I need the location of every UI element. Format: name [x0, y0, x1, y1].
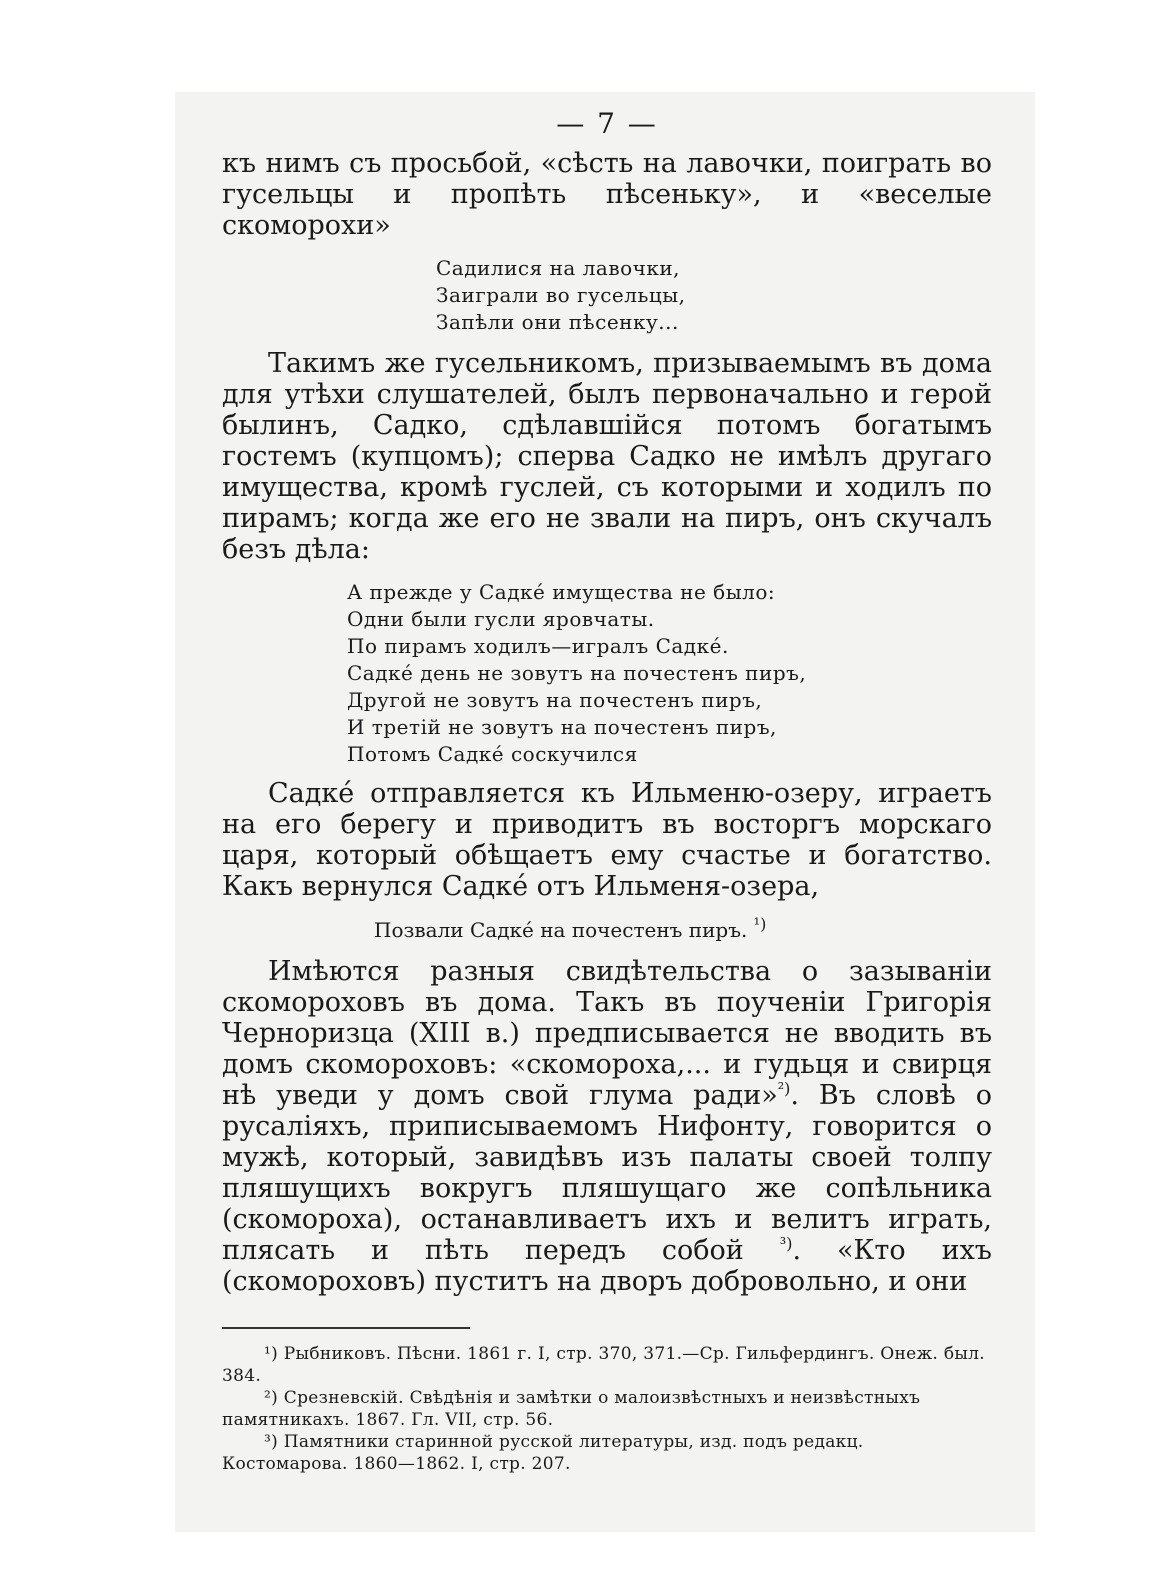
footnote-3	[222, 1431, 992, 1475]
footnote-mark: ²)	[264, 1388, 279, 1408]
verse-block-1	[436, 255, 992, 336]
footnote-mark: ³)	[264, 1432, 279, 1452]
paragraph-1: къ нимъ съ просьбой, «сѣсть на лавочки, поиграть во гусельцы и пропѣть пѣсеньку», и «веселые скоморохи»	[222, 148, 992, 241]
paragraph-2: Такимъ же гусельникомъ, призываемымъ въ дома для утѣхи слушателей, былъ первоначально и герой былинъ, Садко, сдѣлавшійся потомъ богатымъ гостемъ (купцомъ); сперва Садко не имѣлъ другаго имущества, кромѣ гуслей, съ которыми и ходилъ по пирамъ; когда же его не звали на пиръ, онъ скучалъ безъ дѣла:	[222, 348, 992, 565]
book-page	[222, 100, 992, 1475]
verse-line: Запѣли они пѣсенку...	[436, 310, 679, 334]
verse-line: Другой не зовутъ на почестенъ пиръ,	[347, 688, 763, 712]
verse-line: Садкé день не зовутъ на почестенъ пиръ,	[347, 661, 807, 685]
verse-line: По пирамъ ходилъ—игралъ Садкé.	[347, 634, 729, 658]
footnote-text: Памятники старинной русской литературы, изд. подъ редакц. Костомарова. 1860—1862. I, стр. 207.	[222, 1432, 864, 1474]
footnote-text: Срезневскій. Свѣдѣнія и замѣтки о малоизвѣстныхъ и неизвѣстныхъ памятникахъ. 1867. Гл. VII, стр. 56.	[222, 1388, 921, 1430]
footnote-2	[222, 1387, 992, 1431]
verse-line: И третій не зовутъ на почестенъ пиръ,	[347, 715, 777, 739]
paragraph-4-part-2: . Въ словѣ о русаліяхъ, приписываемомъ Нифонту, говорится о мужѣ, который, завидѣвъ изъ палаты своей толпу пляшущихъ вокругъ пляшущаго же сопѣльника (скомороха), останавливаетъ ихъ и велитъ играть, плясать и пѣть передъ собой	[222, 1080, 993, 1266]
footnote-ref-1: ¹)	[753, 914, 767, 934]
footnote-ref-2: ²)	[777, 1079, 791, 1098]
verse-block-2	[347, 579, 992, 768]
verse-line: Позвали Садкé на почестенъ пиръ.	[374, 918, 748, 942]
footnote-ref-3: ³)	[779, 1234, 793, 1253]
paragraph-4	[222, 956, 992, 1297]
page-number: — 7 —	[556, 107, 658, 140]
verse-line: Садилися на лавочки,	[436, 256, 681, 280]
paragraph-4-part-3: . «Кто ихъ (скомороховъ) пуститъ на дворъ добровольно, и они	[222, 1235, 992, 1297]
footnote-mark: ¹)	[264, 1344, 279, 1364]
verse-line: Потомъ Садкé соскучился	[347, 742, 638, 766]
footnote-divider	[222, 1327, 470, 1329]
paragraph-3: Садкé отправляется къ Ильменю-озеру, играетъ на его берегу и приводитъ въ восторгъ морскаго царя, который обѣщаетъ ему счастье и богатство. Какъ вернулся Садкé отъ Ильменя-озера,	[222, 778, 992, 902]
verse-line: А прежде у Садкé имущества не было:	[347, 580, 776, 604]
footnote-1	[222, 1343, 992, 1387]
verse-line: Заиграли во гусельцы,	[436, 283, 686, 307]
verse-single	[374, 916, 992, 944]
paragraph-4-part-1: Имѣются разныя свидѣтельства о зазываніи скомороховъ въ дома. Такъ въ поученіи Григорія Черноризца (XIII в.) предписывается не вводить въ домъ скомороховъ: «скомороха,... и гудьця и свирця нѣ уведи у домъ свой глума ради»	[222, 956, 992, 1111]
footnote-text: Рыбниковъ. Пѣсни. 1861 г. I, стр. 370, 371.—Ср. Гильфердингъ. Онеж. был. 384.	[222, 1344, 985, 1386]
verse-line: Одни были гусли яровчаты.	[347, 607, 655, 631]
